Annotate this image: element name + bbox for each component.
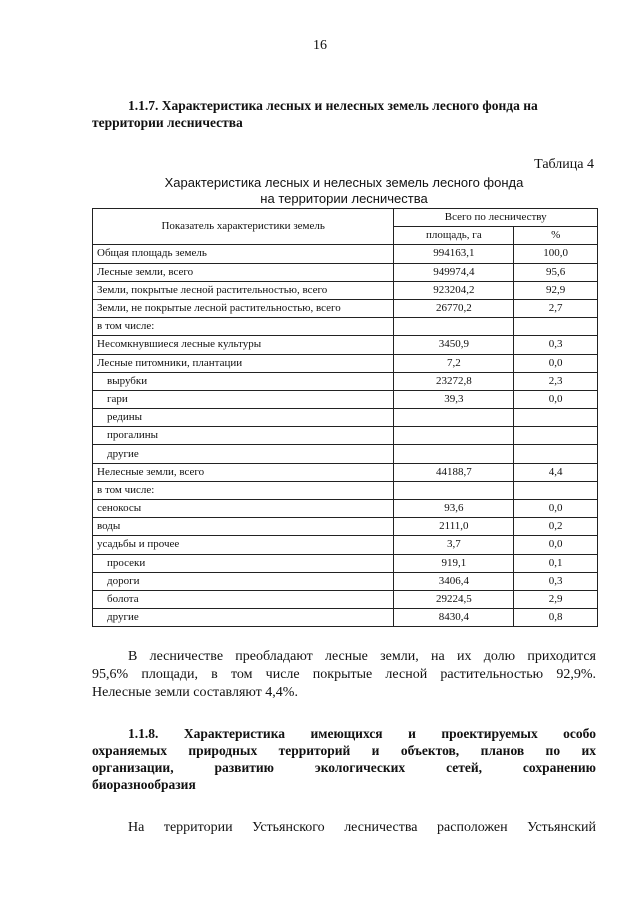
table-row: [93, 245, 598, 263]
row-area: [394, 409, 514, 427]
row-indicator: редины: [93, 409, 394, 427]
row-pct: 100,0: [514, 245, 598, 263]
row-indicator: в том числе:: [93, 481, 394, 499]
row-area: 23272,8: [394, 372, 514, 390]
row-indicator: прогалины: [93, 427, 394, 445]
table-row: [93, 445, 598, 463]
table-body: [93, 245, 598, 627]
table-row: [93, 463, 598, 481]
row-pct: 0,8: [514, 609, 598, 627]
row-indicator: Земли, покрытые лесной растительностью, всего: [93, 281, 394, 299]
header-total: Всего по лесничеству: [394, 209, 598, 227]
row-pct: [514, 427, 598, 445]
row-pct: 4,4: [514, 463, 598, 481]
row-area: 3,7: [394, 536, 514, 554]
heading-line: организации, развитию экологических сетей, сохранению: [92, 760, 596, 775]
row-pct: 2,9: [514, 590, 598, 608]
table-caption-line2: на территории лесничества: [260, 191, 428, 206]
table-row: [93, 318, 598, 336]
row-indicator: сенокосы: [93, 500, 394, 518]
heading-line: 1.1.8. Характеристика имеющихся и проектируемых особо: [128, 726, 596, 741]
row-area: [394, 445, 514, 463]
table-row: [93, 500, 598, 518]
heading-line: охраняемых природных территорий и объектов, планов по их: [92, 743, 596, 758]
row-area: 8430,4: [394, 609, 514, 627]
row-indicator: другие: [93, 609, 394, 627]
land-characteristics-table: [92, 208, 598, 627]
row-pct: 2,7: [514, 299, 598, 317]
paragraph-forest-share: [92, 648, 596, 702]
row-indicator: Общая площадь земель: [93, 245, 394, 263]
row-indicator: Нелесные земли, всего: [93, 463, 394, 481]
row-area: 3406,4: [394, 572, 514, 590]
row-area: 26770,2: [394, 299, 514, 317]
table-row: [93, 390, 598, 408]
row-pct: [514, 481, 598, 499]
row-area: 2111,0: [394, 518, 514, 536]
row-pct: 0,2: [514, 518, 598, 536]
row-pct: 95,6: [514, 263, 598, 281]
row-indicator: в том числе:: [93, 318, 394, 336]
heading-line: биоразнообразия: [92, 777, 196, 792]
table-row: [93, 336, 598, 354]
row-indicator: Лесные земли, всего: [93, 263, 394, 281]
row-indicator: гари: [93, 390, 394, 408]
table-caption-line1: Характеристика лесных и нелесных земель лесного фонда: [164, 175, 524, 190]
row-indicator: воды: [93, 518, 394, 536]
row-area: 39,3: [394, 390, 514, 408]
row-pct: 92,9: [514, 281, 598, 299]
table-row: [93, 372, 598, 390]
paragraph-ustyansky: [92, 819, 596, 837]
row-area: 93,6: [394, 500, 514, 518]
header-indicator: Показатель характеристики земель: [93, 209, 394, 245]
table-row: [93, 554, 598, 572]
row-area: 29224,5: [394, 590, 514, 608]
row-pct: [514, 318, 598, 336]
row-pct: 0,0: [514, 536, 598, 554]
row-indicator: дороги: [93, 572, 394, 590]
row-pct: 0,0: [514, 354, 598, 372]
table-row: [93, 354, 598, 372]
row-area: 7,2: [394, 354, 514, 372]
table-row: [93, 590, 598, 608]
row-pct: 0,3: [514, 572, 598, 590]
row-area: [394, 318, 514, 336]
table-row: [93, 299, 598, 317]
table-row: [93, 481, 598, 499]
row-area: 923204,2: [394, 281, 514, 299]
table-row: [93, 281, 598, 299]
paragraph-line: 95,6% площади, в том числе покрытые лесной растительностью 92,9%.: [92, 667, 596, 682]
row-indicator: Земли, не покрытые лесной растительностью, всего: [93, 299, 394, 317]
row-area: 919,1: [394, 554, 514, 572]
paragraph-line: На территории Устьянского лесничества расположен Устьянский: [128, 820, 596, 835]
row-indicator: усадьбы и прочее: [93, 536, 394, 554]
row-indicator: вырубки: [93, 372, 394, 390]
row-area: [394, 427, 514, 445]
table-row: [93, 409, 598, 427]
row-area: [394, 481, 514, 499]
table-row: [93, 427, 598, 445]
page-number: 16: [313, 38, 327, 53]
row-area: 949974,4: [394, 263, 514, 281]
row-indicator: Несомкнувшиеся лесные культуры: [93, 336, 394, 354]
row-indicator: болота: [93, 590, 394, 608]
table-caption: [92, 175, 596, 207]
row-indicator: другие: [93, 445, 394, 463]
table-row: [93, 572, 598, 590]
row-area: 994163,1: [394, 245, 514, 263]
table-row: [93, 518, 598, 536]
section-heading-1-1-7: 1.1.7. Характеристика лесных и нелесных земель лесного фонда на территории лесничества: [92, 98, 538, 130]
paragraph-line: В лесничестве преобладают лесные земли, на их долю приходится: [128, 649, 596, 664]
row-area: 3450,9: [394, 336, 514, 354]
header-pct: %: [514, 227, 598, 245]
table-row: [93, 263, 598, 281]
header-area: площадь, га: [394, 227, 514, 245]
row-pct: 0,0: [514, 500, 598, 518]
row-pct: 2,3: [514, 372, 598, 390]
row-indicator: Лесные питомники, плантации: [93, 354, 394, 372]
row-pct: [514, 409, 598, 427]
paragraph-line: Нелесные земли составляют 4,4%.: [92, 685, 298, 700]
row-area: 44188,7: [394, 463, 514, 481]
table-row: [93, 536, 598, 554]
row-pct: 0,0: [514, 390, 598, 408]
row-pct: 0,1: [514, 554, 598, 572]
row-pct: [514, 445, 598, 463]
row-pct: 0,3: [514, 336, 598, 354]
table-label: Таблица 4: [534, 157, 594, 172]
section-heading-1-1-8: [92, 725, 596, 793]
row-indicator: просеки: [93, 554, 394, 572]
table-row: [93, 609, 598, 627]
